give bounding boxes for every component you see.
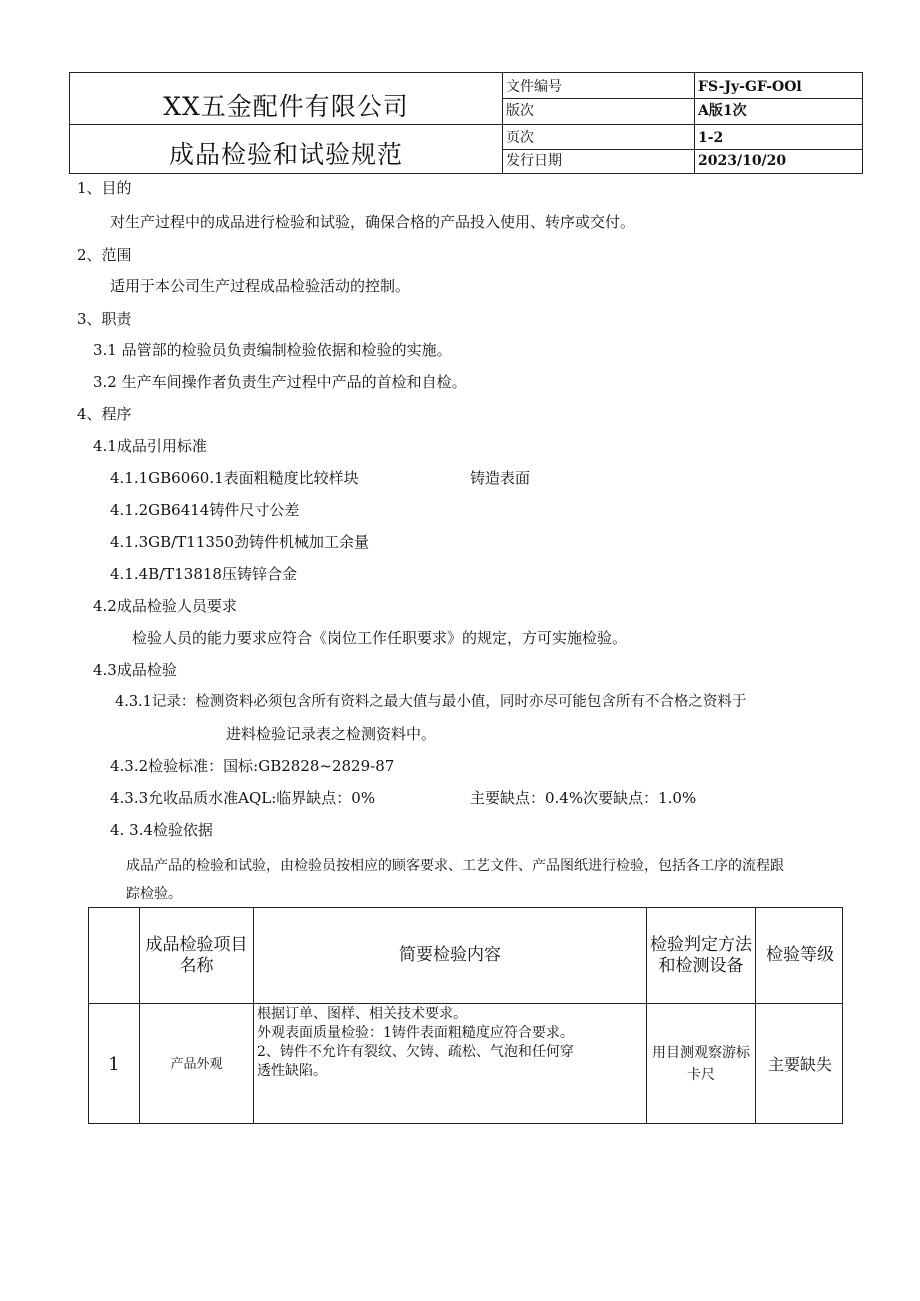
version-value: A版1次 (698, 103, 747, 119)
content-line: 2、铸件不允许有裂纹、欠铸、疏松、气泡和任何穿 (257, 1044, 574, 1060)
paragraph: 4.3.1记录：检测资料必须包含所有资料之最大值与最小值，同时亦尽可能包含所有不合格之资料于 (115, 694, 747, 710)
subsection-heading: 4. 3.4检验依据 (110, 821, 213, 839)
list-item: 4.1.1GB6060.1表面粗糙度比较样块 (110, 469, 359, 487)
section-heading: 1、目的 (77, 179, 132, 197)
row-method: 用目测观察游标卡尺 (652, 1045, 750, 1083)
page-label: 页次 (506, 130, 534, 146)
page-value: 1-2 (698, 130, 724, 146)
version-label: 版次 (506, 103, 534, 119)
header-divider (70, 124, 862, 125)
header-divider (502, 98, 862, 99)
row-item-name: 产品外观 (170, 1056, 223, 1072)
list-item-note: 铸造表面 (470, 469, 531, 487)
table-divider (253, 908, 254, 1123)
paragraph: 成品产品的检验和试验，由检验员按相应的顾客要求、工艺文件、产品图纸进行检验，包括各工序的流程跟 (126, 858, 784, 874)
list-item: 3.1 品管部的检验员负责编制检验依据和检验的实施。 (93, 341, 452, 359)
row-content (257, 1005, 645, 1081)
list-item: 4.1.2GB6414铸件尺寸公差 (110, 501, 300, 519)
table-divider (139, 908, 140, 1123)
list-item: 3.2 生产车间操作者负责生产过程中产品的首检和自检。 (93, 373, 467, 391)
header-divider (502, 73, 503, 173)
list-item: 4.3.3允收品质水准AQL:临界缺点：0% (110, 789, 376, 807)
column-header-grade: 检验等级 (766, 945, 834, 965)
column-header-item: 成品检验项目名称 (145, 934, 248, 976)
issue-date-label: 发行日期 (506, 153, 562, 169)
doc-number-label: 文件编号 (506, 79, 562, 95)
paragraph: 踪检验。 (126, 886, 182, 902)
table-divider (646, 908, 647, 1123)
header-divider (502, 149, 862, 150)
section-heading: 2、范围 (77, 246, 132, 264)
paragraph: 适用于本公司生产过程成品检验活动的控制。 (110, 277, 411, 295)
subsection-heading: 4.2成品检验人员要求 (93, 597, 237, 615)
list-item: 4.1.3GB/T11350劲铸件机械加工余量 (110, 533, 369, 551)
header-divider (694, 73, 695, 173)
content-line: 外观表面质量检验：1铸件表面粗糙度应符合要求。 (257, 1025, 574, 1041)
row-number: 1 (108, 1053, 120, 1075)
list-item: 4.1.4B/T13818压铸锌合金 (110, 565, 297, 583)
company-name: XX五金配件有限公司 (163, 92, 409, 121)
paragraph: 检验人员的能力要求应符合《岗位工作任职要求》的规定，方可实施检验。 (132, 629, 628, 647)
paragraph: 对生产过程中的成品进行检验和试验，确保合格的产品投入使用、转序或交付。 (110, 213, 636, 231)
content-line: 透性缺陷。 (257, 1063, 327, 1079)
column-header-content: 简要检验内容 (399, 945, 501, 965)
table-divider (755, 908, 756, 1123)
doc-number-value: FS-Jy-GF-OOl (698, 79, 802, 95)
section-heading: 3、职责 (77, 310, 132, 328)
subsection-heading: 4.1成品引用标准 (93, 437, 207, 455)
paragraph: 进料检验记录表之检测资料中。 (226, 725, 437, 743)
row-grade: 主要缺失 (767, 1054, 832, 1074)
document-title: 成品检验和试验规范 (168, 140, 403, 169)
list-item: 主要缺点：0.4%次要缺点：1.0% (470, 789, 697, 807)
content-line: 根据订单、图样、相关技术要求。 (257, 1006, 467, 1022)
inspection-table (88, 907, 843, 1124)
list-item: 4.3.2检验标准：国标:GB2828~2829-87 (110, 757, 395, 775)
issue-date-value: 2023/10/20 (698, 153, 787, 169)
section-heading: 4、程序 (77, 405, 132, 423)
document-header (69, 72, 863, 174)
subsection-heading: 4.3成品检验 (93, 661, 177, 679)
column-header-method: 检验判定方法和检测设备 (650, 934, 752, 976)
